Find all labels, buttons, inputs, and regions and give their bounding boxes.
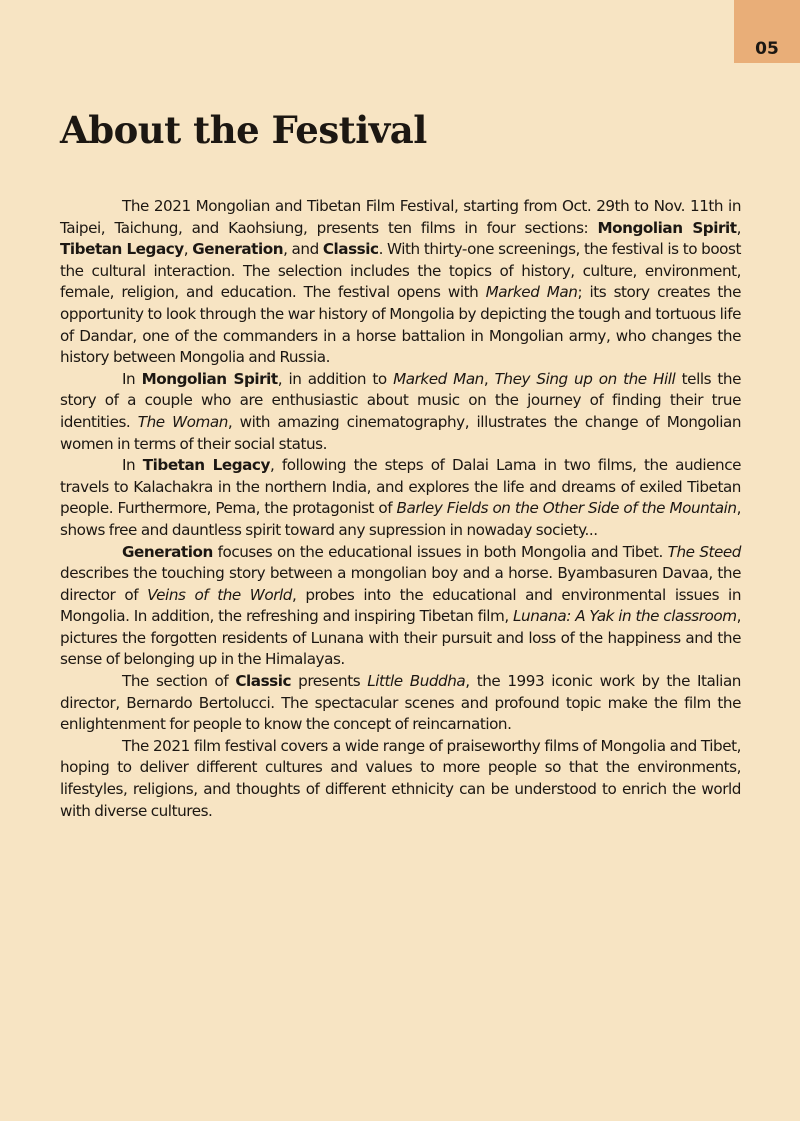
film-title: The Woman <box>137 412 228 431</box>
film-title: The Steed <box>667 542 742 561</box>
text-run: The 2021 film festival covers a wide range of praiseworthy films of Mongolia and Tibet, hoping to deliver different cultures and values to more people so that the environments, lifestyles, religions, and thoughts of different ethnicity can be understood to enrich the world with diverse cultures. <box>60 736 741 820</box>
text-run: The 2021 Mongolian and Tibetan Film Festival, starting from Oct. 29th to Nov. 11th in Taipei, Taichung, and Kaohsiung, presents ten films in four sections: <box>60 197 741 237</box>
text-run: , probes into the educational and environmental issues in Mongolia. In addition, the refreshing and inspiring Tibetan film, <box>60 585 741 626</box>
text-run: , in addition to <box>277 369 394 388</box>
text-run: , pictures the forgotten residents of Lunana with their pursuit and loss of the happiness and the sense of belonging up in the Himalayas. <box>60 607 741 669</box>
text-run: describes the touching story between a mongolian boy and a horse. Byambasuren Davaa, the director of <box>60 564 741 604</box>
text-run: , shows free and dauntless spirit toward any supression in nowaday society... <box>60 499 741 539</box>
section-name: Classic <box>235 672 292 691</box>
text-run: presents <box>291 672 368 691</box>
section-name: Mongolian Spirit <box>597 218 737 237</box>
paragraph-conclusion <box>60 736 741 822</box>
page-number: 05 <box>755 39 779 59</box>
film-title: Lunana: A Yak in the classroom <box>513 607 737 626</box>
text-run: , the 1993 iconic work by the Italian director, Bernardo Bertolucci. The spectacular scenes and profound topic make the film the enlightenment for people to know the concept of reincarnation. <box>60 672 741 734</box>
page-number-tab <box>734 0 800 63</box>
section-name: Classic <box>322 240 379 259</box>
paragraph-mongolian-spirit <box>60 369 741 455</box>
film-title: Veins of the World <box>147 585 292 604</box>
text-run: , <box>736 218 741 237</box>
paragraph-classic <box>60 671 741 736</box>
text-run: , and <box>283 240 323 259</box>
text-run: In <box>122 456 143 475</box>
paragraph-generation <box>60 542 741 672</box>
section-name: Tibetan Legacy <box>142 456 270 475</box>
text-run: , with amazing cinematography, illustrates the change of Mongolian women in terms of their social status. <box>60 412 741 453</box>
text-run: , <box>483 369 495 388</box>
text-run: focuses on the educational issues in both Mongolia and Tibet. <box>212 542 668 561</box>
page-title: About the Festival <box>60 108 427 152</box>
text-run: . With thirty-one screenings, the festival is to boost the cultural interaction. The selection includes the topics of history, culture, environment, female, religion, and education. The festival opens with <box>60 240 741 302</box>
paragraph-intro <box>60 196 741 369</box>
article-body <box>60 196 741 822</box>
film-title: They Sing up on the Hill <box>494 369 676 388</box>
section-name: Generation <box>122 542 213 561</box>
paragraph-tibetan-legacy <box>60 455 741 541</box>
film-title: Barley Fields on the Other Side of the Mountain <box>396 499 737 518</box>
text-run: In <box>122 369 142 388</box>
text-run: ; its story creates the opportunity to look through the war history of Mongolia by depicting the tough and tortuous life of Dandar, one of the commanders in a horse battalion in Mongolian army, who changes the history between Mongolia and Russia. <box>60 283 741 367</box>
film-title: Marked Man <box>485 283 578 302</box>
section-name: Generation <box>192 240 284 259</box>
section-name: Mongolian Spirit <box>141 369 278 388</box>
text-run: , <box>183 240 193 259</box>
text-run: The section of <box>122 672 236 691</box>
text-run: tells the story of a couple who are enthusiastic about music on the journey of finding their true identities. <box>60 369 741 431</box>
text-run: , following the steps of Dalai Lama in two films, the audience travels to Kalachakra in the northern India, and explores the life and dreams of exiled Tibetan people. Furthermore, Pema, the protagonist of <box>60 456 741 518</box>
section-name: Tibetan Legacy <box>60 240 184 259</box>
film-title: Marked Man <box>393 369 484 388</box>
film-title: Little Buddha <box>367 672 466 691</box>
